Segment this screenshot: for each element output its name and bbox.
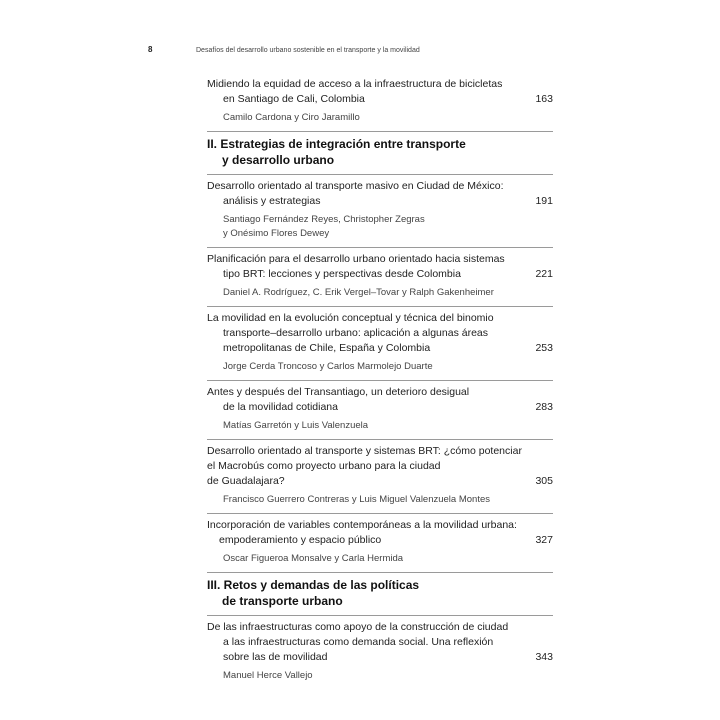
section-heading bbox=[207, 131, 553, 168]
page-reference: 253 bbox=[535, 342, 553, 354]
entry-title-line: de Guadalajara? bbox=[207, 475, 285, 487]
entry-title-line: metropolitanas de Chile, España y Colombia bbox=[223, 342, 431, 354]
running-title: Desafíos del desarrollo urbano sostenible en el transporte y la movilidad bbox=[196, 47, 420, 54]
page-reference: 221 bbox=[535, 268, 553, 280]
page-reference: 343 bbox=[535, 651, 553, 663]
entry-title-line: análisis y estrategias bbox=[223, 195, 321, 207]
entry-authors: Jorge Cerda Troncoso y Carlos Marmolejo Duarte bbox=[223, 361, 433, 372]
entry-last-line bbox=[207, 92, 553, 107]
toc-entry[interactable] bbox=[207, 77, 553, 125]
page-reference: 191 bbox=[535, 195, 553, 207]
entry-title-line: Antes y después del Transantiago, un deterioro desigual bbox=[207, 386, 470, 398]
entry-authors: Daniel A. Rodríguez, C. Erik Vergel–Tovar y Ralph Gakenheimer bbox=[223, 287, 494, 298]
page-reference: 305 bbox=[535, 475, 553, 487]
section-title-line: III. Retos y demandas de las políticas bbox=[207, 578, 420, 592]
entry-title-line: en Santiago de Cali, Colombia bbox=[223, 93, 365, 105]
entry-authors: Camilo Cardona y Ciro Jaramillo bbox=[223, 112, 360, 123]
toc-entry[interactable] bbox=[207, 513, 553, 566]
entry-last-line bbox=[207, 400, 553, 415]
entry-last-line bbox=[207, 474, 553, 489]
entry-authors: Francisco Guerrero Contreras y Luis Miguel Valenzuela Montes bbox=[223, 494, 490, 505]
toc-entry[interactable] bbox=[207, 615, 553, 683]
page-reference: 163 bbox=[535, 93, 553, 105]
section-title-line: de transporte urbano bbox=[222, 594, 343, 608]
entry-title-line: Desarrollo orientado al transporte y sistemas BRT: ¿cómo potenciar bbox=[207, 445, 522, 457]
entry-title-line: tipo BRT: lecciones y perspectivas desde Colombia bbox=[223, 268, 461, 280]
toc-entry[interactable] bbox=[207, 439, 553, 507]
entry-title-line: La movilidad en la evolución conceptual y técnica del binomio bbox=[207, 312, 494, 324]
entry-title-line: de la movilidad cotidiana bbox=[223, 401, 338, 413]
section-heading bbox=[207, 572, 553, 609]
table-of-contents bbox=[207, 77, 553, 689]
entry-title-line: a las infraestructuras como demanda social. Una reflexión bbox=[223, 636, 494, 648]
entry-authors: Manuel Herce Vallejo bbox=[223, 670, 313, 681]
entry-authors: Matías Garretón y Luis Valenzuela bbox=[223, 420, 369, 431]
section-title-line: y desarrollo urbano bbox=[222, 153, 335, 167]
entry-title-line: Incorporación de variables contemporáneas a la movilidad urbana: bbox=[207, 519, 517, 531]
entry-last-line bbox=[207, 194, 553, 209]
entry-last-line bbox=[207, 341, 553, 356]
page-reference: 327 bbox=[535, 534, 553, 546]
toc-entry[interactable] bbox=[207, 247, 553, 300]
entry-last-line bbox=[207, 267, 553, 282]
page-number: 8 bbox=[148, 45, 153, 54]
entry-authors: Oscar Figueroa Monsalve y Carla Hermida bbox=[223, 553, 404, 564]
entry-title-line: sobre las de movilidad bbox=[223, 651, 328, 663]
entry-last-line bbox=[207, 533, 553, 548]
entry-title-line: el Macrobús como proyecto urbano para la ciudad bbox=[207, 460, 441, 472]
entry-last-line bbox=[207, 650, 553, 665]
entry-title-line: Planificación para el desarrollo urbano orientado hacia sistemas bbox=[207, 253, 505, 265]
entry-authors: Santiago Fernández Reyes, Christopher Zegras bbox=[223, 214, 425, 225]
entry-title-line: Desarrollo orientado al transporte masivo en Ciudad de México: bbox=[207, 180, 504, 192]
page-reference: 283 bbox=[535, 401, 553, 413]
running-head bbox=[148, 45, 420, 54]
section-title-line: II. Estrategias de integración entre transporte bbox=[207, 137, 466, 151]
entry-title-line: empoderamiento y espacio público bbox=[219, 534, 382, 546]
toc-entry[interactable] bbox=[207, 306, 553, 374]
toc-entry[interactable] bbox=[207, 380, 553, 433]
entry-title-line: Midiendo la equidad de acceso a la infraestructura de bicicletas bbox=[207, 78, 503, 90]
toc-entry[interactable] bbox=[207, 174, 553, 241]
entry-authors: y Onésimo Flores Dewey bbox=[223, 228, 330, 239]
entry-title-line: transporte–desarrollo urbano: aplicación a algunas áreas bbox=[223, 327, 489, 339]
entry-title-line: De las infraestructuras como apoyo de la construcción de ciudad bbox=[207, 621, 509, 633]
